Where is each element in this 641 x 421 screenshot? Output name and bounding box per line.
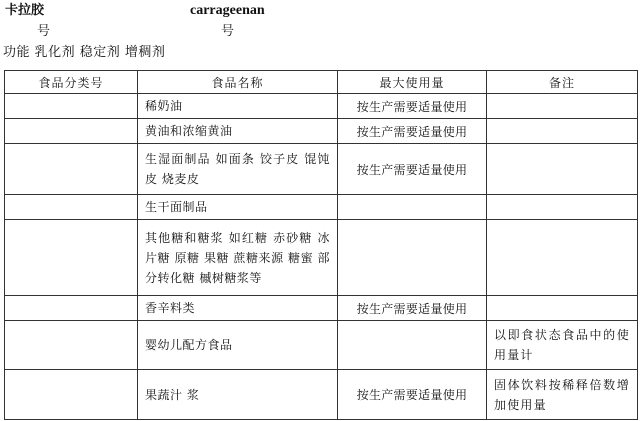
column-header-max-usage: 最大使用量 bbox=[338, 71, 487, 94]
table-row bbox=[5, 195, 638, 220]
category-code-cell bbox=[5, 119, 138, 144]
remarks-cell bbox=[487, 195, 638, 220]
table-row bbox=[5, 220, 638, 296]
table-row bbox=[5, 321, 638, 370]
column-header-category-code: 食品分类号 bbox=[5, 71, 138, 94]
remarks-cell bbox=[487, 220, 638, 296]
additive-name-cn: 卡拉胶 bbox=[5, 3, 45, 18]
category-code-cell bbox=[5, 94, 138, 119]
max-usage-cell bbox=[338, 220, 487, 296]
food-name-cell: 稀奶油 bbox=[138, 94, 338, 119]
table-row bbox=[5, 296, 638, 321]
ins-number-label: 号 bbox=[221, 24, 235, 39]
usage-table bbox=[4, 70, 638, 420]
food-name-cell: 黄油和浓缩黄油 bbox=[138, 119, 338, 144]
food-name-cell: 香辛料类 bbox=[138, 296, 338, 321]
remarks-cell bbox=[487, 296, 638, 321]
table-row bbox=[5, 144, 638, 195]
table-row bbox=[5, 370, 638, 420]
category-code-cell bbox=[5, 144, 138, 195]
max-usage-cell: 按生产需要适量使用 bbox=[338, 370, 487, 420]
max-usage-cell: 按生产需要适量使用 bbox=[338, 119, 487, 144]
remarks-cell: 固体饮料按稀释倍数增加使用量 bbox=[487, 370, 638, 420]
remarks-cell bbox=[487, 94, 638, 119]
max-usage-cell bbox=[338, 195, 487, 220]
food-name-cell: 果蔬汁 浆 bbox=[138, 370, 338, 420]
food-name-cell: 婴幼儿配方食品 bbox=[138, 321, 338, 370]
category-code-cell bbox=[5, 370, 138, 420]
remarks-cell: 以即食状态食品中的使用量计 bbox=[487, 321, 638, 370]
category-code-cell bbox=[5, 220, 138, 296]
table-row bbox=[5, 119, 638, 144]
max-usage-cell bbox=[338, 321, 487, 370]
column-header-food-name: 食品名称 bbox=[138, 71, 338, 94]
cns-number-label: 号 bbox=[37, 24, 51, 39]
food-name-cell: 生干面制品 bbox=[138, 195, 338, 220]
column-header-remarks: 备注 bbox=[487, 71, 638, 94]
category-code-cell bbox=[5, 321, 138, 370]
table-row bbox=[5, 94, 638, 119]
remarks-cell bbox=[487, 119, 638, 144]
max-usage-cell: 按生产需要适量使用 bbox=[338, 296, 487, 321]
max-usage-cell: 按生产需要适量使用 bbox=[338, 94, 487, 119]
category-code-cell bbox=[5, 195, 138, 220]
category-code-cell bbox=[5, 296, 138, 321]
max-usage-cell: 按生产需要适量使用 bbox=[338, 144, 487, 195]
additive-name-en: carrageenan bbox=[190, 3, 265, 18]
food-name-cell: 其他糖和糖浆 如红糖 赤砂糖 冰片糖 原糖 果糖 蔗糖来源 糖蜜 部分转化糖 槭树糖浆等 bbox=[138, 220, 338, 296]
function-line: 功能 乳化剂 稳定剂 增稠剂 bbox=[3, 45, 166, 60]
table-header-row bbox=[5, 71, 638, 94]
remarks-cell bbox=[487, 144, 638, 195]
food-name-cell: 生湿面制品 如面条 饺子皮 馄饨皮 烧麦皮 bbox=[138, 144, 338, 195]
